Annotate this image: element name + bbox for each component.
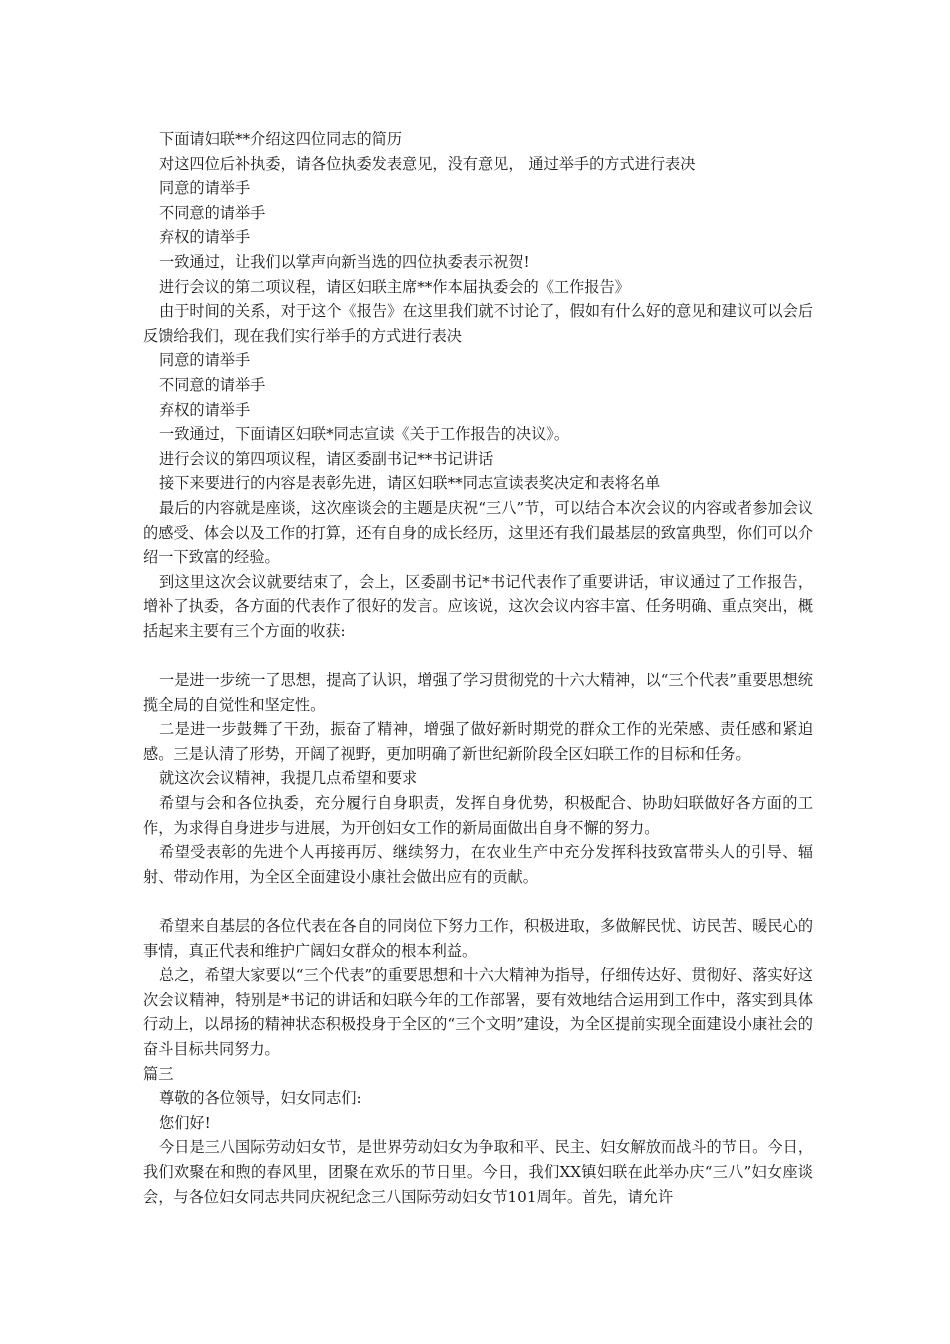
paragraph: 最后的内容就是座谈，这次座谈会的主题是庆祝“三八”节，可以结合本次会议的内容或者参加会议的感受、体会以及工作的打算，还有自身的成长经历，这里还有我们最基层的致富典型，你们可以介绍一下致富的经验。: [143, 498, 813, 567]
paragraph: 希望来自基层的各位代表在各自的同岗位下努力工作，积极进取，多做解民忧、访民苦、暖民心的事情，真正代表和维护广阔妇女群众的根本利益。: [143, 917, 813, 960]
paragraph: 同意的请举手: [159, 179, 251, 198]
paragraph: 二是进一步鼓舞了干劲，振奋了精神，增强了做好新时期党的群众工作的光荣感、责任感和紧迫感。三是认清了形势，开阔了视野，更加明确了新世纪新阶段全区妇联工作的目标和任务。: [143, 720, 813, 763]
paragraph: 弃权的请举手: [159, 228, 251, 247]
greeting: 您们好!: [159, 1113, 211, 1132]
paragraph: 一致通过，让我们以掌声向新当选的四位执委表示祝贺!: [159, 252, 530, 271]
paragraph: 弃权的请举手: [159, 400, 251, 419]
paragraph: 今日是三八国际劳动妇女节，是世界劳动妇女为争取和平、民主、妇女解放而战斗的节日。今日，我们欢聚在和煦的春风里，团聚在欢乐的节日里。今日，我们XX镇妇联在此举办庆“三八”妇女座谈会，与各位妇女同志共同庆祝纪念三八国际劳动妇女节101周年。首先，请允许: [143, 1138, 813, 1206]
paragraph: 不同意的请举手: [159, 203, 266, 222]
blank-line: [143, 889, 813, 914]
paragraph: 一是进一步统一了思想，提高了认识，增强了学习贯彻党的十六大精神，以“三个代表”重要思想统揽全局的自觉性和坚定性。: [143, 671, 813, 714]
paragraph: 就这次会议精神，我提几点希望和要求: [159, 769, 418, 788]
salutation: 尊敬的各位领导，妇女同志们:: [159, 1089, 362, 1108]
section-heading: 篇三: [143, 1064, 174, 1083]
paragraph: 一致通过，下面请区妇联*同志宣读《关于工作报告的决议》。: [159, 425, 570, 444]
paragraph: 由于时间的关系，对于这个《报告》在这里我们就不讨论了，假如有什么好的意见和建议可以会后反馈给我们，现在我们实行举手的方式进行表决: [143, 302, 813, 345]
blank-line: [143, 643, 813, 668]
document-body: [143, 127, 813, 1209]
paragraph: 进行会议的第二项议程，请区妇联主席**作本届执委会的《工作报告》: [159, 277, 630, 296]
paragraph: 进行会议的第四项议程，请区委副书记**书记讲话: [159, 449, 494, 468]
paragraph: 不同意的请举手: [159, 375, 266, 394]
paragraph: 接下来要进行的内容是表彰先进，请区妇联**同志宣读表奖决定和表将名单: [159, 474, 661, 493]
paragraph: 对这四位后补执委，请各位执委发表意见，没有意见， 通过举手的方式进行表决: [159, 154, 696, 173]
paragraph: 到这里这次会议就要结束了，会上，区委副书记*书记代表作了重要讲话，审议通过了工作报告，增补了执委，各方面的代表作了很好的发言。应该说，这次会议内容丰富、任务明确、重点突出，概括起来主要有三个方面的收获:: [143, 572, 813, 640]
paragraph: 希望受表彰的先进个人再接再厉、继续努力，在农业生产中充分发挥科技致富带头人的引导、辐射、带动作用，为全区全面建设小康社会做出应有的贡献。: [143, 843, 813, 886]
paragraph: 总之，希望大家要以“三个代表”的重要思想和十六大精神为指导，仔细传达好、贯彻好、落实好这次会议精神，特别是*书记的讲话和妇联今年的工作部署，要有效地结合运用到工作中，落实到具体行动上，以昂扬的精神状态积极投身于全区的“三个文明”建设，为全区提前实现全面建设小康社会的奋斗目标共同努力。: [143, 966, 813, 1058]
paragraph: 同意的请举手: [159, 351, 251, 370]
paragraph: 希望与会和各位执委，充分履行自身职责，发挥自身优势，积极配合、协助妇联做好各方面的工作，为求得自身进步与进展，为开创妇女工作的新局面做出自身不懈的努力。: [143, 794, 813, 837]
paragraph: 下面请妇联**介绍这四位同志的简历: [159, 130, 402, 148]
